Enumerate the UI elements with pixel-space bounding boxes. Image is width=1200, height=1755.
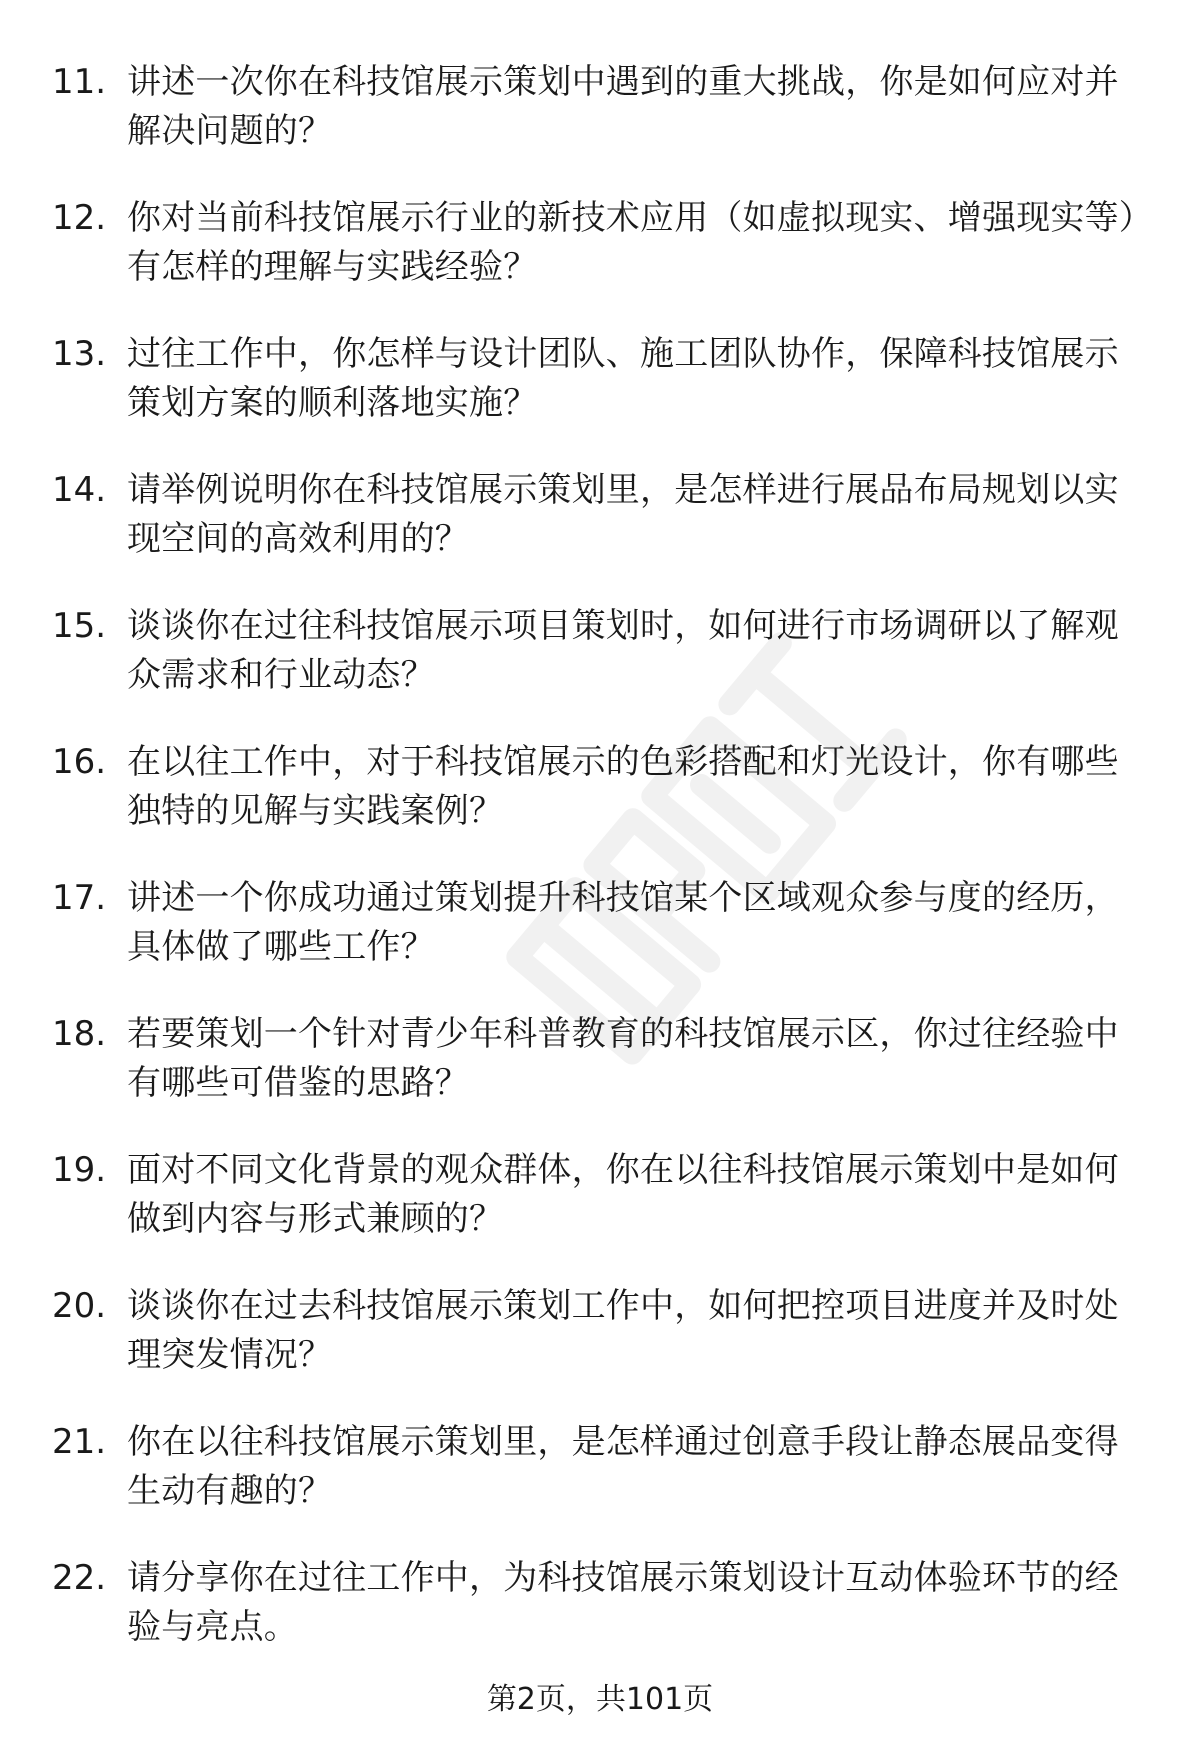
list-item <box>0 1554 1200 1690</box>
question-text: 谈谈你在过去科技馆展示策划工作中，如何把控项目进度并及时处理突发情况？ <box>127 1286 1119 1375</box>
question-text: 讲述一次你在科技馆展示策划中遇到的重大挑战，你是如何应对并解决问题的？ <box>127 62 1119 151</box>
list-item <box>0 466 1200 602</box>
question-text: 过往工作中，你怎样与设计团队、施工团队协作，保障科技馆展示策划方案的顺利落地实施？ <box>127 334 1119 423</box>
question-number: 11. <box>52 62 107 102</box>
question-list <box>0 58 1200 1690</box>
question-text: 若要策划一个针对青少年科普教育的科技馆展示区，你过往经验中有哪些可借鉴的思路？ <box>127 1014 1119 1103</box>
question-text: 你在以往科技馆展示策划里，是怎样通过创意手段让静态展品变得生动有趣的？ <box>127 1422 1119 1511</box>
question-text: 讲述一个你成功通过策划提升科技馆某个区域观众参与度的经历，具体做了哪些工作？ <box>127 878 1119 967</box>
list-item <box>0 58 1200 194</box>
question-text: 你对当前科技馆展示行业的新技术应用（如虚拟现实、增强现实等）有怎样的理解与实践经验？ <box>127 198 1136 287</box>
list-item <box>0 738 1200 874</box>
question-number: 17. <box>52 878 107 918</box>
page-footer <box>0 1680 1200 1720</box>
list-item <box>0 1010 1200 1146</box>
question-number: 14. <box>52 470 107 510</box>
question-number: 19. <box>52 1150 107 1190</box>
list-item <box>0 602 1200 738</box>
question-number: 22. <box>52 1558 107 1598</box>
list-item <box>0 1282 1200 1418</box>
list-item <box>0 874 1200 1010</box>
list-item <box>0 1418 1200 1554</box>
question-number: 12. <box>52 198 107 238</box>
question-number: 18. <box>52 1014 107 1054</box>
question-number: 20. <box>52 1286 107 1326</box>
question-number: 15. <box>52 606 107 646</box>
question-text: 谈谈你在过往科技馆展示项目策划时，如何进行市场调研以了解观众需求和行业动态？ <box>127 606 1119 695</box>
list-item <box>0 1146 1200 1282</box>
list-item <box>0 330 1200 466</box>
question-text: 在以往工作中，对于科技馆展示的色彩搭配和灯光设计，你有哪些独特的见解与实践案例？ <box>127 742 1119 831</box>
question-number: 16. <box>52 742 107 782</box>
question-text: 请分享你在过往工作中，为科技馆展示策划设计互动体验环节的经验与亮点。 <box>127 1558 1119 1647</box>
question-text: 请举例说明你在科技馆展示策划里，是怎样进行展品布局规划以实现空间的高效利用的？ <box>127 470 1119 559</box>
question-text: 面对不同文化背景的观众群体，你在以往科技馆展示策划中是如何做到内容与形式兼顾的？ <box>127 1150 1119 1239</box>
question-number: 21. <box>52 1422 107 1462</box>
question-number: 13. <box>52 334 107 374</box>
list-item <box>0 194 1200 330</box>
page-number-label: 第2页，共101页 <box>486 1682 714 1717</box>
